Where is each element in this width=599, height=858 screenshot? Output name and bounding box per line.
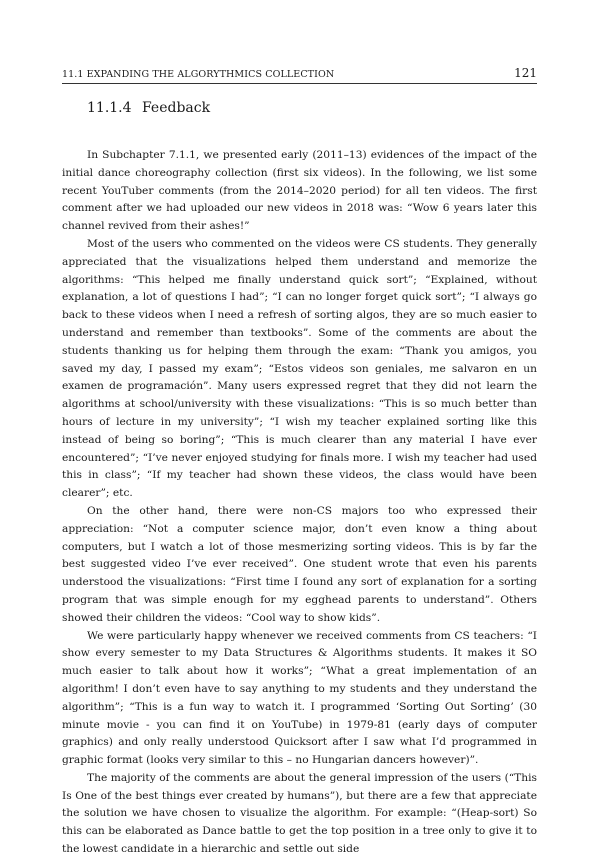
section-number: 11.1.4	[87, 100, 132, 116]
body-text	[62, 146, 537, 858]
section-heading	[87, 100, 210, 116]
running-head	[62, 66, 537, 84]
paragraph: Most of the users who commented on the videos were CS students. They generally appreciated that the visualizations helped them understand and memorize the algorithms: “This helped me finally understand quick sort”; “Explained, without explanation, a lot of questions I had”; “I can no longer forget quick sort”; “I always go back to these videos when I need a refresh of sorting algos, they are so much easier to understand and remember than textbooks”. Some of the comments are about the students thanking us for helping them through the exam: “Thank you amigos, you saved my day, I passed my exam”; “Estos videos son geniales, me salvaron en un examen de programación”. Many users expressed regret that they did not learn the algorithms at school/university with these visualizations: “This is so much better than hours of lecture in my university”; “I wish my teacher explained sorting like this instead of being so boring”; “This is much clearer than any material I have ever encountered”; “I’ve never enjoyed studying for finals more. I wish my teacher had used this in class”; “If my teacher had shown these videos, the class would have been clearer”; etc.	[62, 236, 537, 500]
paragraph: The majority of the comments are about the general impression of the users (“This Is One of the best things ever created by humans”), but there are a few that appreciate the solution we have chosen to visualize the algorithm. For example: “(Heap-sort) So this can be elaborated as Dance battle to get the top position in a tree only to give it to the lowest candidate in a hierarchic and settle out side	[62, 770, 537, 856]
paragraph: On the other hand, there were non-CS majors too who expressed their appreciation: “Not a computer science major, don’t even know a thing about computers, but I watch a lot of those mesmerizing sorting videos. This is by far the best suggested video I’ve ever received”. One student wrote that even his parents understood the visualizations: “First time I found any sort of explanation for a sorting program that was simple enough for my egghead parents to understand”. Others showed their children the videos: “Cool way to show kids”.	[62, 503, 537, 624]
paragraph: We were particularly happy whenever we received comments from CS teachers: “I show every semester to my Data Structures & Algorithms students. It makes it SO much easier to talk about how it works”; “What a great implementation of an algorithm! I don’t even have to say anything to my students and they understand the algorithm”; “This is a fun way to watch it. I programmed ‘Sorting Out Sorting’ (30 minute movie - you can find it on YouTube) in 1979-81 (early days of computer graphics) and only really understood Quicksort after I saw what I’d programmed in graphic format (looks very similar to this – no Hungarian dancers however)”.	[62, 628, 537, 767]
page-number: 121	[514, 66, 537, 80]
paragraph: In Subchapter 7.1.1, we presented early (2011–13) evidences of the impact of the initial dance choreography collection (first six videos). In the following, we list some recent YouTuber comments (from the 2014–2020 period) for all ten videos. The first comment after we had uploaded our new videos in 2018 was: “Wow 6 years later this channel revived from their ashes!”	[62, 148, 537, 233]
running-head-title: 11.1 EXPANDING THE ALGORYTHMICS COLLECTION	[62, 69, 335, 80]
section-title: Feedback	[141, 100, 211, 116]
